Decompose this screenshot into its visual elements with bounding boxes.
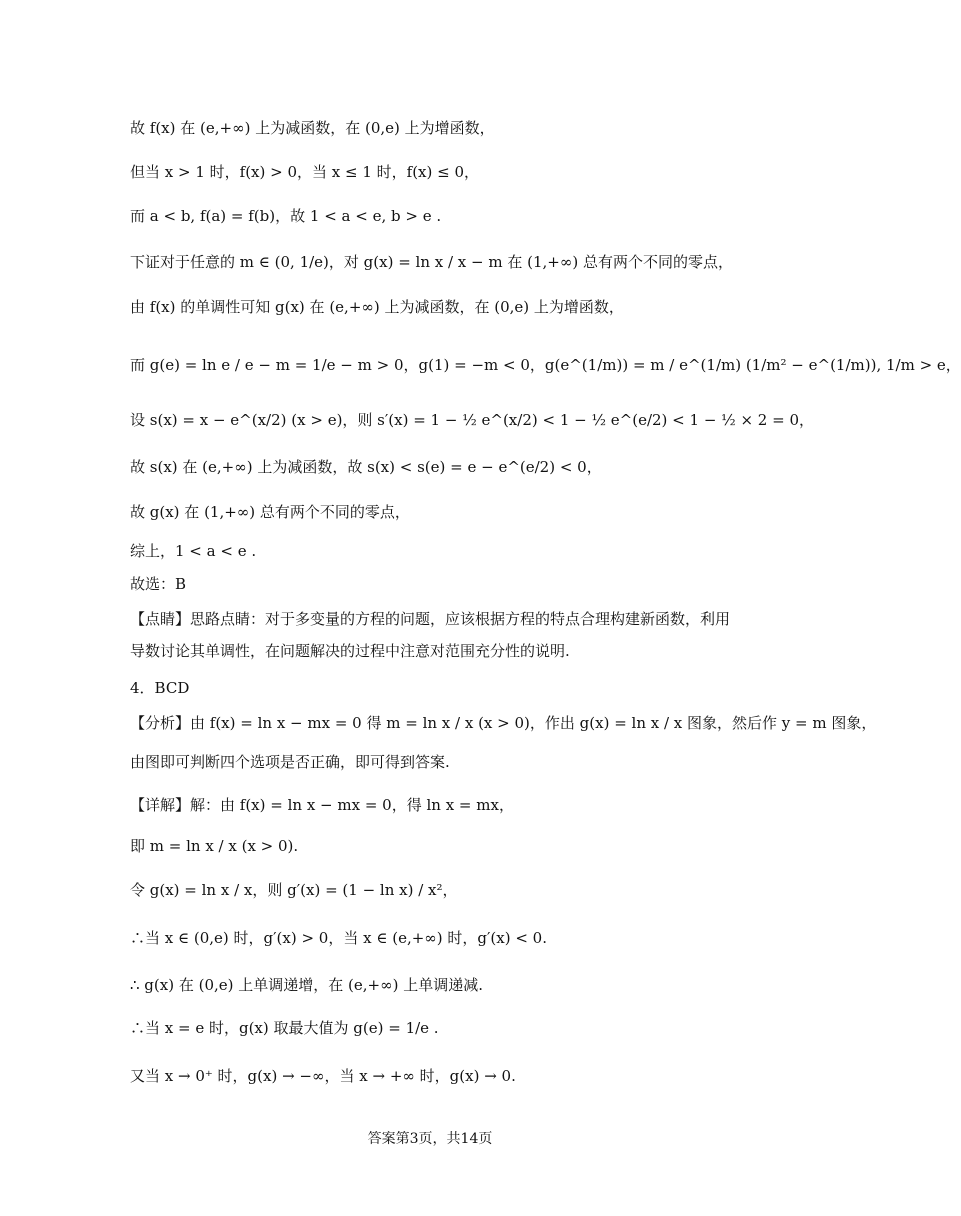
text-line: 故选：B [130, 575, 187, 593]
text-line: 故 s(x) 在 (e,+∞) 上为减函数，故 s(x) < s(e) = e − e^(e/2) < 0， [130, 458, 602, 476]
text-line: 设 s(x) = x − e^(x/2) (x > e)，则 s′(x) = 1 − ½ e^(x/2) < 1 − ½ e^(e/2) < 1 − ½ × 2 = 0， [130, 411, 814, 429]
text-line: 综上，1 < a < e . [130, 542, 257, 560]
text-line: 故 g(x) 在 (1,+∞) 总有两个不同的零点， [130, 503, 410, 521]
text-line: 但当 x > 1 时，f(x) > 0，当 x ≤ 1 时，f(x) ≤ 0， [130, 163, 480, 181]
text-line: 【详解】解：由 f(x) = ln x − mx = 0，得 ln x = mx， [130, 796, 514, 814]
text-line: 令 g(x) = ln x / x，则 g′(x) = (1 − ln x) / x²， [130, 881, 458, 899]
text-line: 【点睛】思路点睛：对于多变量的方程的问题，应该根据方程的特点合理构建新函数，利用 [130, 610, 731, 628]
page-footer: 答案第3页，共14页 [367, 1131, 493, 1147]
text-line: 即 m = ln x / x (x > 0). [130, 837, 299, 855]
text-line: 由 f(x) 的单调性可知 g(x) 在 (e,+∞) 上为减函数，在 (0,e) 上为增函数， [130, 298, 624, 316]
text-line: ∴ g(x) 在 (0,e) 上单调递增，在 (e,+∞) 上单调递减. [130, 976, 483, 994]
text-line: 故 f(x) 在 (e,+∞) 上为减函数，在 (0,e) 上为增函数， [130, 119, 495, 137]
text-line: 而 a < b, f(a) = f(b)，故 1 < a < e, b > e . [130, 207, 442, 225]
text-line: ∴当 x ∈ (0,e) 时，g′(x) > 0，当 x ∈ (e,+∞) 时，g′(x) < 0. [130, 929, 547, 947]
question-number: 4．BCD [130, 679, 190, 697]
text-line: 由图即可判断四个选项是否正确，即可得到答案. [130, 753, 450, 771]
text-line: 又当 x → 0⁺ 时，g(x) → −∞，当 x → +∞ 时，g(x) → 0. [130, 1067, 516, 1085]
text-line: 下证对于任意的 m ∈ (0, 1/e)，对 g(x) = ln x / x − m 在 (1,+∞) 总有两个不同的零点， [130, 253, 733, 271]
text-line: 导数讨论其单调性，在问题解决的过程中注意对范围充分性的说明. [130, 642, 570, 660]
text-line: 【分析】由 f(x) = ln x − mx = 0 得 m = ln x / x (x > 0)，作出 g(x) = ln x / x 图象，然后作 y = m 图象， [130, 714, 877, 732]
text-line: 而 g(e) = ln e / e − m = 1/e − m > 0，g(1) = −m < 0，g(e^(1/m)) = m / e^(1/m) (1/m² − e^(1/m)), 1/m > e， [130, 356, 961, 374]
text-line: ∴当 x = e 时，g(x) 取最大值为 g(e) = 1/e . [130, 1019, 439, 1037]
